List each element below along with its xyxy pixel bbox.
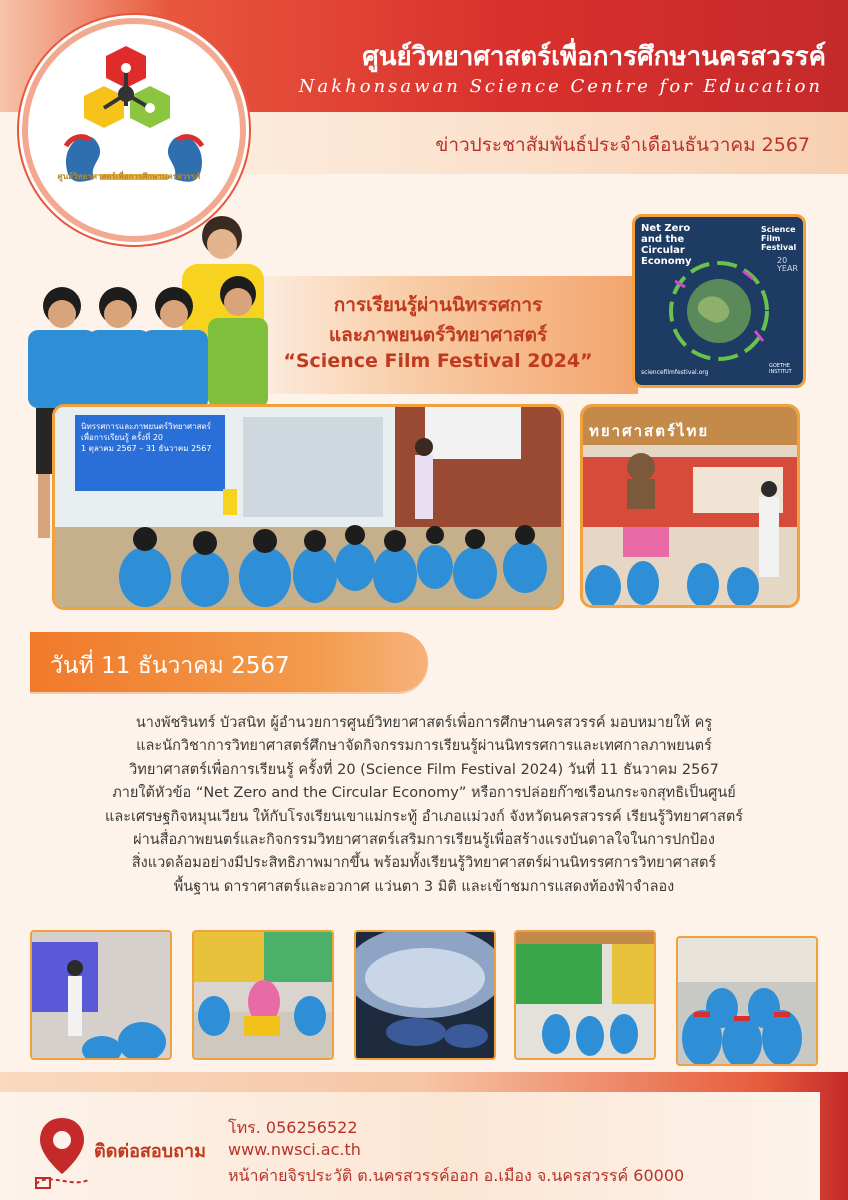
poster-years: 20 YEAR: [777, 256, 798, 273]
screen-banner-line-1: นิทรรศการและภาพยนตร์วิทยาศาสตร์: [81, 422, 211, 431]
body-line-4: ภายใต้หัวข้อ “Net Zero and the Circular Economy” หรือการปล่อยก๊าซเรือนกระจกสุทธิเป็นศูนย์: [112, 785, 736, 802]
gallery-photo-exhibition: [514, 930, 656, 1060]
headline-line-1: การเรียนรู้ผ่านนิทรรศการ: [333, 294, 543, 316]
body-line-6: ผ่านสื่อภาพยนตร์และกิจกรรมวิทยาศาสตร์เสริมการเรียนรู้เพื่อสร้างแรงบันดาลใจในการปกป้อง: [133, 832, 715, 849]
article-body: [40, 712, 808, 899]
phone-number: โทร. 056256522: [228, 1118, 358, 1137]
screen-banner-text: [81, 421, 221, 454]
body-line-7: สิ่งแวดล้อมอย่างมีประสิทธิภาพมากขึ้น พร้อมทั้งเรียนรู้วิทยาศาสตร์ผ่านนิทรรศการวิทยาศาสตร์: [131, 855, 717, 872]
body-line-8: พื้นฐาน ดาราศาสตร์และอวกาศ แว่นตา 3 มิติ และเข้าชมการแสดงท้องฟ้าจำลอง: [173, 878, 675, 895]
poster-brand: Science Film Festival: [761, 225, 797, 252]
centre-logo: [22, 18, 246, 242]
body-line-5: และเศรษฐกิจหมุนเวียน ให้กับโรงเรียนเขาแม่กระทู้ อำเภอแม่วงก์ จังหวัดนครสวรรค์ เรียนรู้วิทยาศาสตร์: [104, 808, 744, 825]
headline-line-3: “Science Film Festival 2024”: [283, 350, 593, 372]
body-line-3: วิทยาศาสตร์เพื่อการเรียนรู้ ครั้งที่ 20 (Science Film Festival 2024) วันที่ 11 ธันวาคม 2567: [129, 761, 719, 778]
gallery-photo-activity: [192, 930, 334, 1060]
gallery-photo-3d-glasses: [676, 936, 818, 1066]
body-line-1: นางพัชรินทร์ บัวสนิท ผู้อำนวยการศูนย์วิทยาศาสตร์เพื่อการศึกษานครสวรรค์ มอบหมายให้ ครู: [135, 715, 713, 731]
gallery-photo-planetarium: [354, 930, 496, 1060]
body-line-2: และนักวิชาการวิทยาศาสตร์ศึกษาจัดกิจกรรมการเรียนรู้ผ่านนิทรรศการและเทศกาลภาพยนตร์: [136, 738, 712, 755]
screen-banner-line-3: 1 ตุลาคม 2567 – 31 ธันวาคม 2567: [81, 444, 212, 453]
activity-photo-exhibit: [580, 404, 800, 608]
activity-photo-classroom: [52, 404, 564, 610]
festival-poster: [632, 214, 806, 388]
logo-ring-text: ศูนย์วิทยาศาสตร์เพื่อการศึกษานครสวรรค์: [57, 172, 201, 181]
website-link[interactable]: www.nwsci.ac.th: [228, 1140, 361, 1159]
logo-graphic: [28, 24, 240, 236]
screen-banner-line-2: เพื่อการเรียนรู้ ครั้งที่ 20: [81, 433, 164, 442]
poster-org: GOETHE INSTITUT: [769, 363, 792, 375]
poster-theme: Net Zero and the Circular Economy: [641, 223, 692, 267]
gallery-photo-presenter: [30, 930, 172, 1060]
centre-title-en: Nakhonsawan Science Centre for Education: [298, 76, 823, 97]
poster-url: sciencefilmfestival.org: [641, 369, 709, 376]
contact-label: ติดต่อสอบถาม: [94, 1141, 206, 1162]
centre-title: ศูนย์วิทยาศาสตร์เพื่อการศึกษานครสวรรค์: [362, 42, 826, 72]
newsletter-label: ข่าวประชาสัมพันธ์ประจำเดือนธันวาคม 2567: [435, 134, 810, 156]
exhibit-sign: ทยาศาสตร์ไทย: [589, 422, 710, 440]
headline-line-2: และภาพยนตร์วิทยาศาสตร์: [328, 324, 548, 346]
poster-globe: [655, 251, 783, 363]
location-pin-icon: [32, 1114, 92, 1190]
address: หน้าค่ายจิรประวัติ ต.นครสวรรค์ออก อ.เมือง จ.นครสวรรค์ 60000: [228, 1166, 685, 1185]
event-date: วันที่ 11 ธันวาคม 2567: [50, 653, 290, 679]
